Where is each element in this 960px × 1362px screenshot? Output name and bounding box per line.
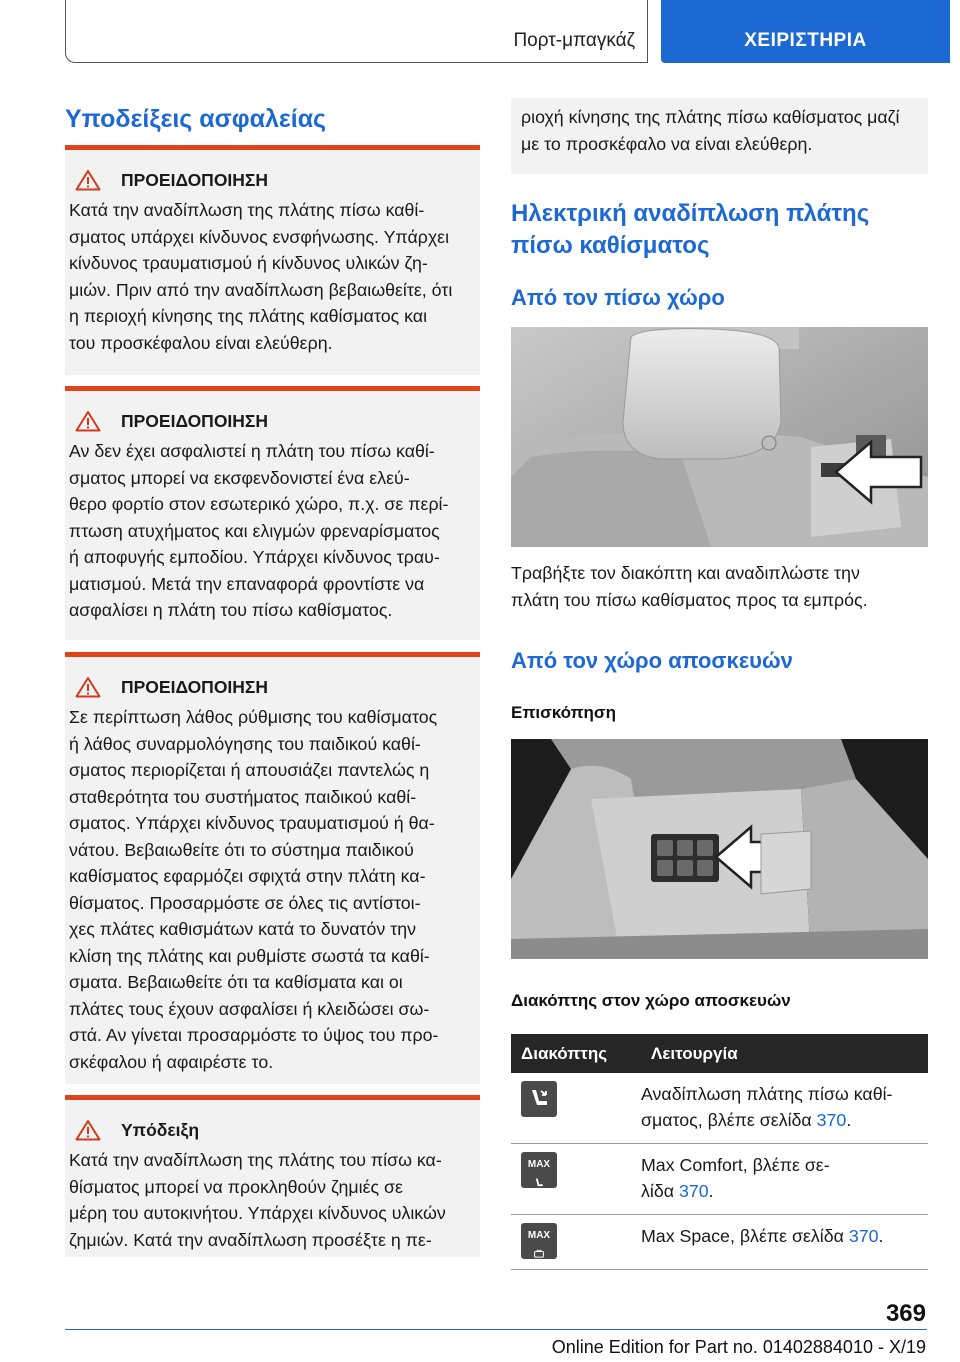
seat-fold-icon[interactable] — [521, 1081, 557, 1117]
punctuation: . — [708, 1181, 714, 1201]
table-row — [511, 1215, 928, 1270]
warning-title: ΠΡΟΕΙΔΟΠΟΙΗΣΗ — [121, 410, 269, 431]
function-text: Αναδίπλωση πλάτης πίσω καθί- σματος, βλέπε σελίδα — [641, 1084, 893, 1130]
warning-title: ΠΡΟΕΙΔΟΠΟΙΗΣΗ — [121, 676, 269, 697]
section-title: Πορτ-μπαγκάζ — [513, 30, 635, 51]
page-reference-link[interactable]: 370 — [848, 1226, 879, 1246]
warning-text: Κατά την αναδίπλωση της πλάτης πίσω καθί- σματος υπάρχει κίνδυνος ενσφήνωσης. Υπάρχει κίνδυνος τραυματισμού ή κίνδυνος υλικών ζη- μιών. Πριν από την αναδίπλωση βεβαιωθείτε, ότι η περιοχή κίνησης της πλάτης καθίσματος και του προσκέφαλου είναι ελεύθερη. — [69, 200, 453, 353]
warning-triangle-icon — [75, 410, 101, 432]
page-heading: Υποδείξεις ασφαλείας — [65, 105, 327, 133]
chapter-tab[interactable] — [661, 0, 950, 63]
warning-box — [65, 652, 480, 1084]
switch-heading: Διακόπτης στον χώρο αποσκευών — [511, 991, 791, 1010]
overview-heading: Επισκόπηση — [511, 703, 616, 722]
warning-text: Αν δεν έχει ασφαλιστεί η πλάτη του πίσω καθί- σματος μπορεί να εκσφενδονιστεί ένα ελεύ- θερο φορτίο στον εσωτερικό χώρο, π.χ. σε περί- πτωση ατυχήματος και ελιγμών φρεναρίσματος ή αποφυγής εμποδίου. Υπάρχει κίνδυνος τραυ- ματισμού. Μετά την επαναφορά φροντίστε να ασφαλίσει η πλάτη του πίσω καθίσματος. — [69, 441, 449, 620]
notice-box — [65, 1095, 480, 1257]
punctuation: . — [846, 1110, 852, 1130]
page-reference-link[interactable]: 370 — [678, 1181, 709, 1201]
warning-title: ΠΡΟΕΙΔΟΠΟΙΗΣΗ — [121, 169, 269, 190]
section-heading: Ηλεκτρική αναδίπλωση πλάτης πίσω καθίσματος — [511, 200, 870, 259]
header-section — [65, 0, 648, 63]
max-comfort-icon[interactable] — [521, 1152, 557, 1188]
warning-triangle-icon — [75, 676, 101, 698]
table-row — [511, 1144, 928, 1215]
subsection-heading-trunk: Από τον χώρο αποσκευών — [511, 648, 793, 673]
column-header-switch: Διακόπτης — [511, 1034, 641, 1073]
page-reference-link[interactable]: 370 — [816, 1110, 847, 1130]
warning-triangle-icon — [75, 169, 101, 191]
column-header-function: Λειτουργία — [641, 1034, 928, 1073]
warning-text: Σε περίπτωση λάθος ρύθμισης του καθίσματος ή λάθος συναρμολόγησης του παιδικού καθί- σματος περιορίζεται ή απουσιάζει παντελώς η σταθερότητα του συστήματος παιδικού καθί- σματος. Υπάρχει κίνδυνος τραυματισμού ή θα- νάτου. Βεβαιωθείτε ότι το σύστημα παιδικού καθίσματος εφαρμόζει σφιχτά στην πλάτη κα- θίσματος. Προσαρμόστε σε όλες τις αντίστοι- χες πλάτες καθισμάτων κατά το δυνατόν την κλίση της πλάτης και ρυθμίστε σωστά τα καθί- σματα. Βεβαιωθείτε ότι τα καθίσματα και οι πλάτες τους έχουν ασφαλίσει ή κλειδώσει σω- στά. Αν γίνεται προσαρμόστε το ύψος του προ- σκέφαλου ή αφαιρέστε το. — [69, 707, 439, 1072]
warning-box — [65, 386, 480, 640]
subsection-heading-rear: Από τον πίσω χώρο — [511, 285, 725, 310]
warning-triangle-icon — [75, 1119, 101, 1141]
rear-release-instruction: Τραβήξτε τον διακόπτη και αναδιπλώστε την πλάτη του πίσω καθίσματος προς τα εμπρός. — [511, 563, 868, 610]
table-row — [511, 1073, 928, 1144]
rear-seat-release-photo — [511, 327, 928, 547]
function-text: Max Comfort, βλέπε σε- λίδα — [641, 1155, 830, 1201]
switch-function-table — [511, 1034, 928, 1270]
table-header-row — [511, 1034, 928, 1073]
chapter-tab-label: ΧΕΙΡΙΣΤΗΡΙΑ — [744, 30, 867, 51]
warning-box — [65, 145, 480, 375]
footer-edition-text: Online Edition for Part no. 01402884010 - X/19 — [551, 1337, 926, 1357]
icon-label: MAX — [527, 1159, 551, 1170]
punctuation: . — [878, 1226, 884, 1246]
notice-continuation: ριοχή κίνησης της πλάτης πίσω καθίσματος μαζί με το προσκέφαλο να είναι ελεύθερη. — [511, 98, 928, 174]
function-text: Max Space, βλέπε σελίδα — [641, 1226, 849, 1246]
notice-title: Υπόδειξη — [121, 1119, 200, 1140]
notice-text: Κατά την αναδίπλωση της πλάτης του πίσω κα- θίσματος μπορεί να προκληθούν ζημιές σε μέρη του αυτοκινήτου. Υπάρχει κίνδυνος υλικών ζημιών. Κατά την αναδίπλωση προσέξτε η πε- — [69, 1150, 446, 1250]
trunk-switch-photo — [511, 739, 928, 959]
footer-divider — [65, 1329, 927, 1330]
icon-label: MAX — [527, 1230, 551, 1241]
page-number: 369 — [885, 1300, 926, 1327]
max-space-icon[interactable] — [521, 1223, 557, 1259]
